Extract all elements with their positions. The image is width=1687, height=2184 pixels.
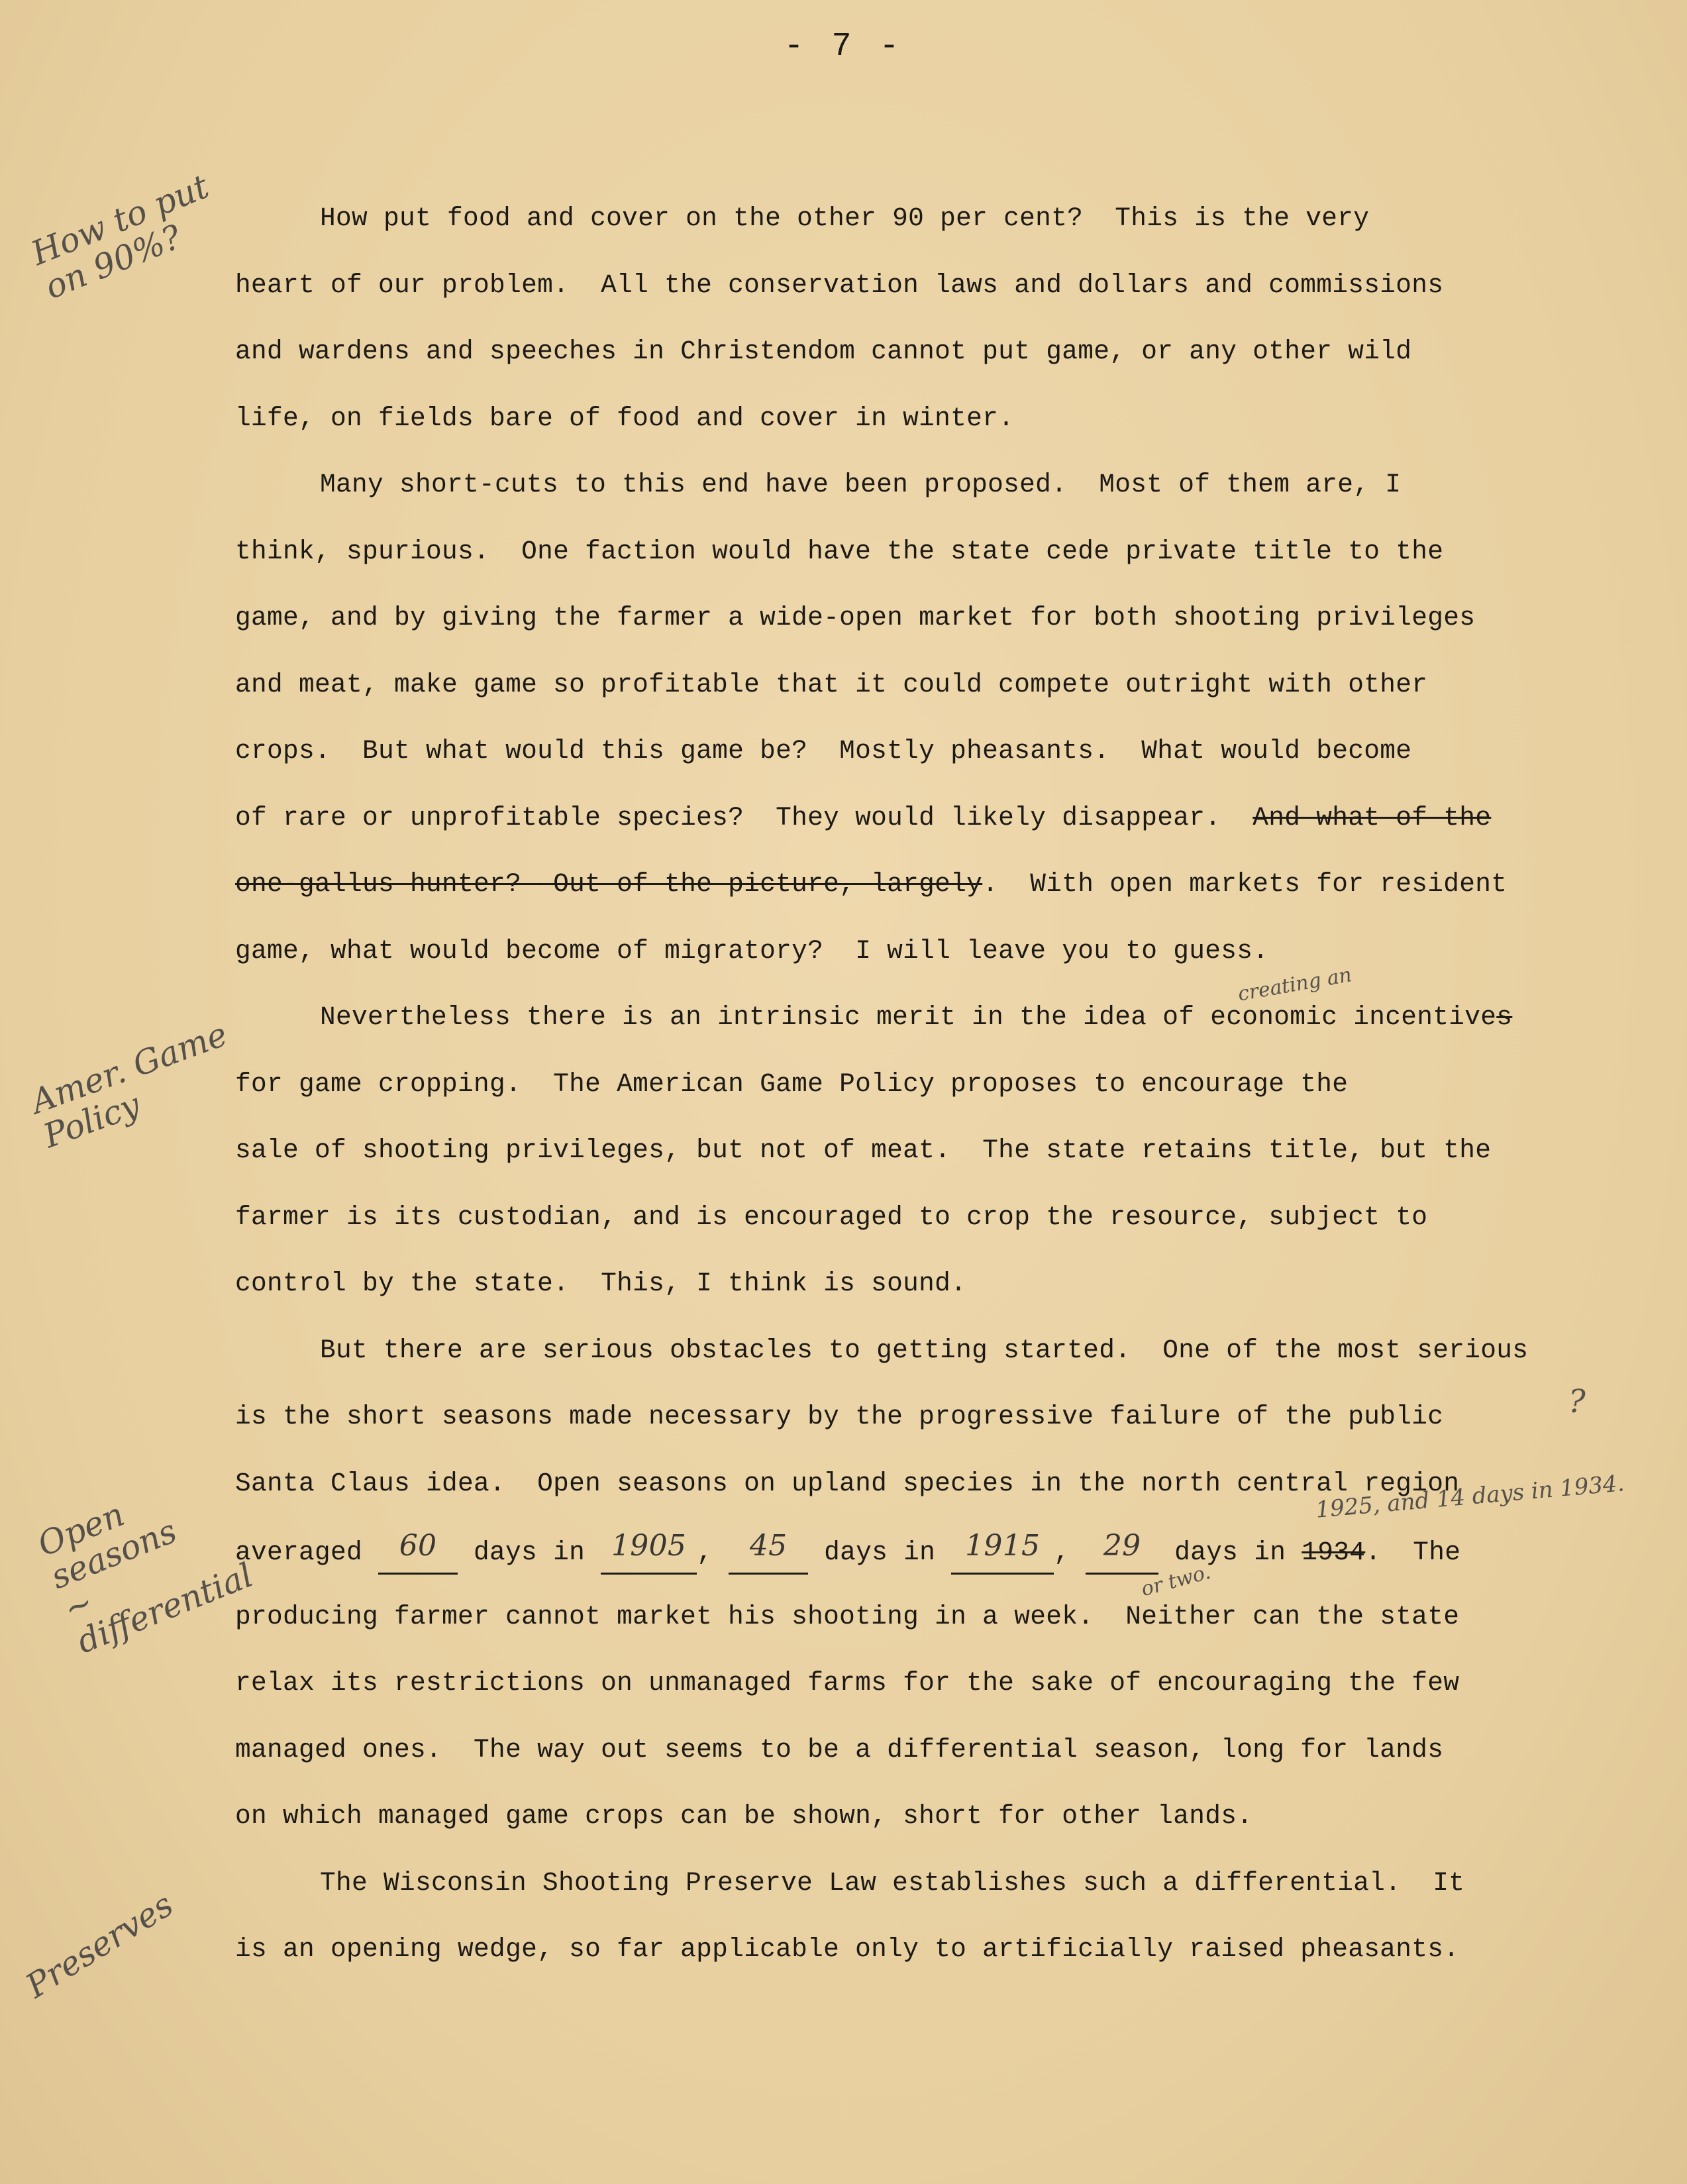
text-line: for game cropping. The American Game Policy proposes to encourage the <box>235 1068 1349 1099</box>
handwritten-value: 29 <box>1103 1529 1141 1563</box>
text-span: of rare or unprofitable species? They would likely disappear. <box>235 802 1253 833</box>
text-line: life, on fields bare of food and cover in winter. <box>235 403 1015 433</box>
margin-note-open-seasons: Open seasons ~ differential <box>32 1494 258 1661</box>
text-span: . The <box>1365 1537 1461 1567</box>
annotation-question-mark: ? <box>1568 1383 1586 1420</box>
page-number: - 7 - <box>784 28 903 66</box>
text-span: , <box>1054 1537 1086 1567</box>
annotation-or-two: or two. <box>1139 1560 1213 1602</box>
text-line: is an opening wedge, so far applicable only to artificially raised pheasants. <box>235 1934 1460 1964</box>
text-line-seasons <box>235 1530 1600 1597</box>
margin-note-how-to-put: How to put on 90%? <box>26 167 215 307</box>
handwritten-value: 1915 <box>965 1529 1041 1563</box>
text-line: game, what would become of migratory? I will leave you to guess. <box>235 935 1269 966</box>
text-line: farmer is its custodian, and is encouraged to crop the resource, subject to <box>235 1202 1428 1232</box>
text-span: days in <box>808 1537 952 1567</box>
blank-year-1 <box>601 1530 697 1575</box>
blank-year-2 <box>951 1530 1054 1575</box>
text-line: on which managed game crops can be shown, short for other lands. <box>235 1801 1253 1831</box>
annotation-creating-an: creating an <box>1236 963 1354 1006</box>
text-span: days in <box>1158 1537 1302 1567</box>
text-line: Many short-cuts to this end have been proposed. Most of them are, I <box>320 470 1402 499</box>
text-span: producing farmer cannot market his shooting in a week <box>235 1601 1078 1632</box>
text-line: is the short seasons made necessary by the progressive failure of the public <box>235 1402 1444 1431</box>
text-line: How put food and cover on the other 90 per cent? This is the very <box>320 203 1370 233</box>
text-span: days in <box>458 1537 601 1567</box>
text-span: Nevertheless there is an intrinsic merit in the idea of <box>320 1002 1211 1032</box>
blank-days-1 <box>378 1530 458 1575</box>
text-line: Santa Claus idea. Open seasons on upland species in the north central region <box>235 1468 1460 1498</box>
text-span: economic incentive <box>1210 1002 1497 1032</box>
handwritten-value: 1905 <box>611 1529 687 1563</box>
text-line <box>235 1597 1600 1664</box>
text-line: heart of our problem. All the conservation laws and dollars and commissions <box>235 270 1444 300</box>
annotation-1925-and-14-days: 1925, and 14 days in 1934. <box>1314 1470 1625 1524</box>
handwritten-value: 60 <box>399 1529 437 1563</box>
struck-text: And what of the <box>1252 802 1492 833</box>
margin-note-amer-game-policy: Amer. Game Policy <box>26 1015 232 1156</box>
text-line: and meat, make game so profitable that it could compete outright with other <box>235 669 1428 700</box>
margin-note-preserves: Preserves <box>19 1885 180 2006</box>
struck-text: s <box>1496 1002 1513 1032</box>
text-line: game, and by giving the farmer a wide-open market for both shooting privileges <box>235 603 1476 633</box>
text-line <box>235 864 1600 931</box>
text-line: The Wisconsin Shooting Preserve Law establishes such a differential. It <box>320 1867 1465 1898</box>
text-line: think, spurious. One faction would have the state cede private title to the <box>235 536 1444 566</box>
text-line: and wardens and speeches in Christendom cannot put game, or any other wild <box>235 337 1412 366</box>
text-line: But there are serious obstacles to getting started. One of the most serious <box>320 1335 1529 1365</box>
text-span: . Neither can the state <box>1078 1601 1460 1632</box>
text-span: averaged <box>235 1537 379 1567</box>
text-line <box>235 798 1600 865</box>
text-line: crops. But what would this game be? Mostly pheasants. What would become <box>235 736 1412 766</box>
text-line <box>235 998 1600 1065</box>
text-line: managed ones. The way out seems to be a differential season, long for lands <box>235 1734 1444 1765</box>
text-span: , <box>697 1537 729 1567</box>
text-line: sale of shooting privileges, but not of meat. The state retains title, but the <box>235 1135 1492 1165</box>
body-text <box>235 199 1600 1997</box>
blank-days-2 <box>729 1530 808 1575</box>
struck-text: one-gallus hunter? Out of the picture, largely <box>235 869 983 899</box>
text-line: relax its restrictions on unmanaged farms for the sake of encouraging the few <box>235 1668 1460 1698</box>
text-span: . With open markets for resident <box>982 869 1508 899</box>
text-line: control by the state. This, I think is sound. <box>235 1269 967 1298</box>
blank-days-3 <box>1086 1530 1158 1575</box>
handwritten-value: 45 <box>749 1529 788 1563</box>
struck-year: 1934 <box>1302 1537 1366 1567</box>
